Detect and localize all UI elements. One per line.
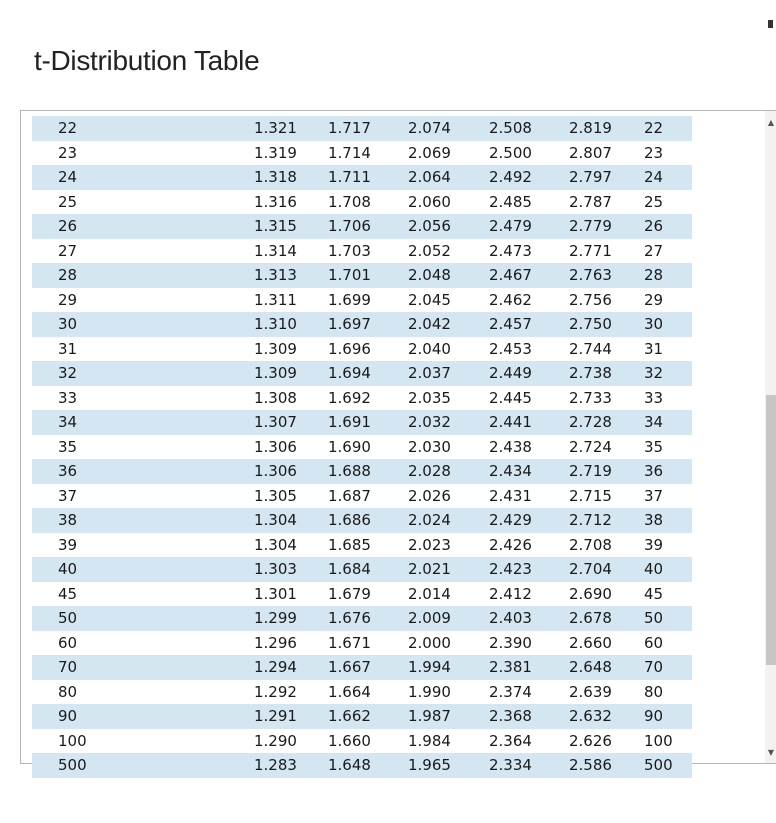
- critical-value-cell: 2.586: [569, 756, 612, 774]
- critical-value-cell: 2.045: [408, 290, 451, 309]
- critical-value-cell: 1.306: [254, 462, 297, 480]
- critical-value-cell: 2.660: [569, 633, 612, 652]
- critical-value-cell: 1.676: [328, 609, 371, 627]
- table-row: [32, 533, 692, 558]
- table-row: [32, 312, 692, 337]
- critical-value-cell: 2.381: [489, 658, 532, 676]
- table-row: [32, 435, 692, 460]
- critical-value-cell: 2.390: [489, 633, 532, 652]
- df-cell-right: 26: [644, 217, 664, 235]
- df-cell-right: 40: [644, 560, 664, 578]
- table-row: [32, 753, 692, 778]
- table-row: [32, 263, 692, 288]
- df-cell-right: 45: [644, 584, 664, 603]
- table-row: [32, 288, 692, 313]
- critical-value-cell: 1.321: [254, 119, 297, 137]
- critical-value-cell: 1.294: [254, 658, 297, 676]
- table-row: [32, 508, 692, 533]
- table-row: [32, 141, 692, 166]
- vertical-scrollbar[interactable]: [765, 111, 776, 763]
- critical-value-cell: 1.309: [254, 364, 297, 382]
- critical-value-cell: 2.819: [569, 119, 612, 137]
- critical-value-cell: 1.708: [328, 192, 371, 211]
- table-row: [32, 655, 692, 680]
- critical-value-cell: 1.699: [328, 290, 371, 309]
- df-cell: 33: [58, 388, 78, 407]
- critical-value-cell: 2.052: [408, 241, 451, 260]
- critical-value-cell: 1.310: [254, 315, 297, 333]
- critical-value-cell: 2.035: [408, 388, 451, 407]
- critical-value-cell: 2.763: [569, 266, 612, 284]
- df-cell: 34: [58, 413, 78, 431]
- critical-value-cell: 2.473: [489, 241, 532, 260]
- table-row: [32, 239, 692, 264]
- df-cell: 500: [58, 756, 87, 774]
- df-cell-right: 90: [644, 707, 664, 725]
- critical-value-cell: 1.690: [328, 437, 371, 456]
- df-cell-right: 22: [644, 119, 664, 137]
- critical-value-cell: 2.462: [489, 290, 532, 309]
- critical-value-cell: 2.445: [489, 388, 532, 407]
- df-cell: 37: [58, 486, 78, 505]
- critical-value-cell: 1.711: [328, 168, 371, 186]
- critical-value-cell: 2.021: [408, 560, 451, 578]
- critical-value-cell: 1.692: [328, 388, 371, 407]
- critical-value-cell: 2.441: [489, 413, 532, 431]
- critical-value-cell: 2.431: [489, 486, 532, 505]
- df-cell: 22: [58, 119, 78, 137]
- critical-value-cell: 1.696: [328, 339, 371, 358]
- critical-value-cell: 2.632: [569, 707, 612, 725]
- critical-value-cell: 1.314: [254, 241, 297, 260]
- critical-value-cell: 2.403: [489, 609, 532, 627]
- critical-value-cell: 1.706: [328, 217, 371, 235]
- critical-value-cell: 1.319: [254, 143, 297, 162]
- critical-value-cell: 2.479: [489, 217, 532, 235]
- critical-value-cell: 2.014: [408, 584, 451, 603]
- critical-value-cell: 1.311: [254, 290, 297, 309]
- critical-value-cell: 2.024: [408, 511, 451, 529]
- critical-value-cell: 2.690: [569, 584, 612, 603]
- table-row: [32, 606, 692, 631]
- critical-value-cell: 1.648: [328, 756, 371, 774]
- critical-value-cell: 1.308: [254, 388, 297, 407]
- table-row: [32, 459, 692, 484]
- table-row: [32, 337, 692, 362]
- df-cell-right: 39: [644, 535, 664, 554]
- critical-value-cell: 2.334: [489, 756, 532, 774]
- critical-value-cell: 1.306: [254, 437, 297, 456]
- df-cell: 36: [58, 462, 78, 480]
- critical-value-cell: 1.691: [328, 413, 371, 431]
- critical-value-cell: 2.438: [489, 437, 532, 456]
- critical-value-cell: 1.304: [254, 511, 297, 529]
- critical-value-cell: 2.040: [408, 339, 451, 358]
- df-cell-right: 30: [644, 315, 664, 333]
- table-row: [32, 631, 692, 656]
- critical-value-cell: 1.688: [328, 462, 371, 480]
- critical-value-cell: 2.787: [569, 192, 612, 211]
- df-cell-right: 37: [644, 486, 664, 505]
- df-cell: 25: [58, 192, 78, 211]
- critical-value-cell: 1.701: [328, 266, 371, 284]
- scroll-down-icon[interactable]: ▼: [767, 748, 775, 757]
- critical-value-cell: 2.771: [569, 241, 612, 260]
- df-cell-right: 33: [644, 388, 664, 407]
- df-cell: 100: [58, 731, 87, 750]
- critical-value-cell: 2.368: [489, 707, 532, 725]
- table-viewer[interactable]: [20, 110, 776, 774]
- df-cell-right: 25: [644, 192, 664, 211]
- critical-value-cell: 1.714: [328, 143, 371, 162]
- df-cell-right: 23: [644, 143, 664, 162]
- critical-value-cell: 1.296: [254, 633, 297, 652]
- table-row: [32, 704, 692, 729]
- critical-value-cell: 1.717: [328, 119, 371, 137]
- critical-value-cell: 2.364: [489, 731, 532, 750]
- critical-value-cell: 2.028: [408, 462, 451, 480]
- page-title: t-Distribution Table: [34, 44, 260, 76]
- critical-value-cell: 2.429: [489, 511, 532, 529]
- critical-value-cell: 2.056: [408, 217, 451, 235]
- scroll-thumb[interactable]: [766, 395, 776, 665]
- table-row: [32, 361, 692, 386]
- t-table: [32, 116, 692, 778]
- df-cell-right: 29: [644, 290, 664, 309]
- table-row: [32, 680, 692, 705]
- critical-value-cell: 1.697: [328, 315, 371, 333]
- df-cell: 90: [58, 707, 78, 725]
- critical-value-cell: 1.316: [254, 192, 297, 211]
- critical-value-cell: 2.779: [569, 217, 612, 235]
- critical-value-cell: 2.032: [408, 413, 451, 431]
- critical-value-cell: 1.703: [328, 241, 371, 260]
- critical-value-cell: 2.000: [408, 633, 451, 652]
- critical-value-cell: 1.687: [328, 486, 371, 505]
- df-cell: 70: [58, 658, 78, 676]
- critical-value-cell: 1.301: [254, 584, 297, 603]
- df-cell: 32: [58, 364, 78, 382]
- df-cell-right: 24: [644, 168, 664, 186]
- critical-value-cell: 1.315: [254, 217, 297, 235]
- critical-value-cell: 1.685: [328, 535, 371, 554]
- critical-value-cell: 1.694: [328, 364, 371, 382]
- critical-value-cell: 2.426: [489, 535, 532, 554]
- critical-value-cell: 2.492: [489, 168, 532, 186]
- critical-value-cell: 2.500: [489, 143, 532, 162]
- df-cell-right: 50: [644, 609, 664, 627]
- critical-value-cell: 2.026: [408, 486, 451, 505]
- critical-value-cell: 1.305: [254, 486, 297, 505]
- df-cell-right: 80: [644, 682, 664, 701]
- df-cell-right: 34: [644, 413, 664, 431]
- critical-value-cell: 1.303: [254, 560, 297, 578]
- df-cell-right: 38: [644, 511, 664, 529]
- df-cell-right: 28: [644, 266, 664, 284]
- critical-value-cell: 2.704: [569, 560, 612, 578]
- critical-value-cell: 2.712: [569, 511, 612, 529]
- critical-value-cell: 2.060: [408, 192, 451, 211]
- critical-value-cell: 1.667: [328, 658, 371, 676]
- critical-value-cell: 2.508: [489, 119, 532, 137]
- table-row: [32, 410, 692, 435]
- table-row: [32, 214, 692, 239]
- critical-value-cell: 2.639: [569, 682, 612, 701]
- critical-value-cell: 1.290: [254, 731, 297, 750]
- critical-value-cell: 1.309: [254, 339, 297, 358]
- corner-mark: [768, 20, 773, 28]
- critical-value-cell: 2.728: [569, 413, 612, 431]
- critical-value-cell: 2.756: [569, 290, 612, 309]
- critical-value-cell: 1.313: [254, 266, 297, 284]
- critical-value-cell: 2.449: [489, 364, 532, 382]
- critical-value-cell: 2.467: [489, 266, 532, 284]
- df-cell: 31: [58, 339, 78, 358]
- df-cell-right: 32: [644, 364, 664, 382]
- critical-value-cell: 1.304: [254, 535, 297, 554]
- critical-value-cell: 2.626: [569, 731, 612, 750]
- critical-value-cell: 2.678: [569, 609, 612, 627]
- critical-value-cell: 2.009: [408, 609, 451, 627]
- critical-value-cell: 1.987: [408, 707, 451, 725]
- critical-value-cell: 1.686: [328, 511, 371, 529]
- critical-value-cell: 2.069: [408, 143, 451, 162]
- critical-value-cell: 1.671: [328, 633, 371, 652]
- critical-value-cell: 1.283: [254, 756, 297, 774]
- critical-value-cell: 1.679: [328, 584, 371, 603]
- table-row: [32, 582, 692, 607]
- critical-value-cell: 1.664: [328, 682, 371, 701]
- table-row: [32, 729, 692, 754]
- table-row: [32, 557, 692, 582]
- critical-value-cell: 2.048: [408, 266, 451, 284]
- df-cell-right: 100: [644, 731, 673, 750]
- critical-value-cell: 1.299: [254, 609, 297, 627]
- critical-value-cell: 2.797: [569, 168, 612, 186]
- critical-value-cell: 1.660: [328, 731, 371, 750]
- df-cell: 35: [58, 437, 78, 456]
- critical-value-cell: 2.423: [489, 560, 532, 578]
- critical-value-cell: 2.715: [569, 486, 612, 505]
- df-cell: 23: [58, 143, 78, 162]
- table-row: [32, 116, 692, 141]
- df-cell: 45: [58, 584, 78, 603]
- table-row: [32, 190, 692, 215]
- scroll-up-icon[interactable]: ▲: [767, 118, 775, 127]
- critical-value-cell: 2.648: [569, 658, 612, 676]
- critical-value-cell: 2.042: [408, 315, 451, 333]
- critical-value-cell: 2.708: [569, 535, 612, 554]
- critical-value-cell: 2.807: [569, 143, 612, 162]
- critical-value-cell: 1.318: [254, 168, 297, 186]
- critical-value-cell: 2.030: [408, 437, 451, 456]
- critical-value-cell: 2.733: [569, 388, 612, 407]
- df-cell: 38: [58, 511, 78, 529]
- critical-value-cell: 2.750: [569, 315, 612, 333]
- critical-value-cell: 1.684: [328, 560, 371, 578]
- critical-value-cell: 2.064: [408, 168, 451, 186]
- critical-value-cell: 2.374: [489, 682, 532, 701]
- critical-value-cell: 2.744: [569, 339, 612, 358]
- df-cell: 50: [58, 609, 78, 627]
- df-cell: 40: [58, 560, 78, 578]
- df-cell-right: 36: [644, 462, 664, 480]
- df-cell: 39: [58, 535, 78, 554]
- critical-value-cell: 1.965: [408, 756, 451, 774]
- critical-value-cell: 2.037: [408, 364, 451, 382]
- df-cell-right: 70: [644, 658, 664, 676]
- df-cell-right: 31: [644, 339, 664, 358]
- critical-value-cell: 2.453: [489, 339, 532, 358]
- critical-value-cell: 1.984: [408, 731, 451, 750]
- critical-value-cell: 2.457: [489, 315, 532, 333]
- df-cell: 28: [58, 266, 78, 284]
- critical-value-cell: 1.292: [254, 682, 297, 701]
- table-row: [32, 386, 692, 411]
- df-cell: 30: [58, 315, 78, 333]
- df-cell-right: 27: [644, 241, 664, 260]
- critical-value-cell: 2.434: [489, 462, 532, 480]
- table-row: [32, 484, 692, 509]
- critical-value-cell: 2.023: [408, 535, 451, 554]
- table-row: [32, 165, 692, 190]
- critical-value-cell: 2.412: [489, 584, 532, 603]
- df-cell: 24: [58, 168, 78, 186]
- critical-value-cell: 1.307: [254, 413, 297, 431]
- df-cell: 60: [58, 633, 78, 652]
- df-cell-right: 500: [644, 756, 673, 774]
- critical-value-cell: 1.990: [408, 682, 451, 701]
- df-cell-right: 35: [644, 437, 664, 456]
- critical-value-cell: 1.662: [328, 707, 371, 725]
- critical-value-cell: 1.994: [408, 658, 451, 676]
- df-cell: 27: [58, 241, 78, 260]
- critical-value-cell: 2.724: [569, 437, 612, 456]
- critical-value-cell: 1.291: [254, 707, 297, 725]
- df-cell: 80: [58, 682, 78, 701]
- critical-value-cell: 2.738: [569, 364, 612, 382]
- df-cell-right: 60: [644, 633, 664, 652]
- critical-value-cell: 2.485: [489, 192, 532, 211]
- df-cell: 29: [58, 290, 78, 309]
- df-cell: 26: [58, 217, 78, 235]
- critical-value-cell: 2.719: [569, 462, 612, 480]
- critical-value-cell: 2.074: [408, 119, 451, 137]
